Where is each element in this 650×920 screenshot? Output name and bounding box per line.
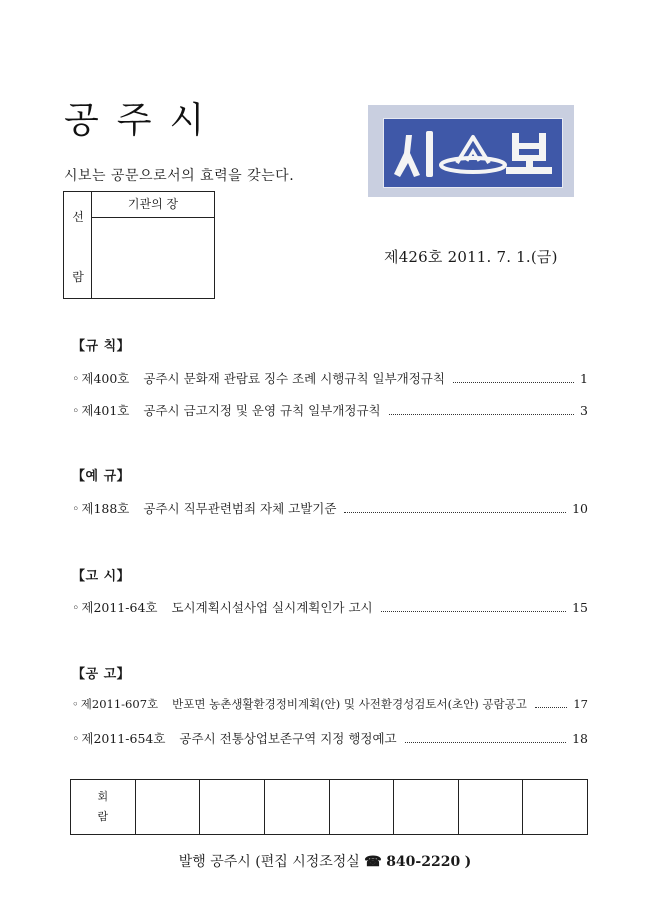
toc-title: 도시계획시설사업 실시계획인가 고시 (171, 600, 373, 615)
phone-icon: ☎ (364, 854, 382, 870)
phone-number: 840-2220 (386, 854, 461, 870)
approval-label-column (64, 192, 92, 298)
toc-title: 공주시 문화재 관람료 징수 조례 시행규칙 일부개정규칙 (143, 371, 445, 386)
approval-head-label: 기관의 장 (92, 192, 214, 218)
issue-info: 제426호 2011. 7. 1.(금) (384, 248, 558, 266)
reply-cell (265, 780, 330, 834)
bullet-icon: ◦ (72, 501, 80, 516)
toc-number: 제2011-64호 (81, 600, 158, 615)
toc-item[interactable] (72, 696, 588, 712)
leader-dots (453, 381, 574, 383)
toc-title: 반포면 농촌생활환경정비계획(안) 및 사전환경성검토서(초안) 공람공고 (172, 697, 527, 711)
sibo-logo (368, 105, 574, 197)
publisher-line (0, 851, 650, 871)
toc-page: 18 (572, 731, 588, 746)
bullet-icon: ◦ (72, 600, 80, 615)
approval-label-top: 선 (72, 210, 84, 224)
leader-dots (344, 511, 566, 513)
leader-dots (381, 610, 566, 612)
reply-cell (200, 780, 265, 834)
approval-label-bottom: 람 (72, 270, 84, 284)
toc-item[interactable] (72, 499, 588, 517)
toc-title: 공주시 금고지정 및 운영 규칙 일부개정규칙 (143, 403, 381, 418)
toc-number: 제401호 (81, 403, 130, 418)
reply-cell (459, 780, 524, 834)
toc-item[interactable] (72, 598, 588, 616)
reply-cell (330, 780, 395, 834)
bullet-icon: ◦ (72, 697, 79, 711)
reply-label-top: 회 (97, 790, 109, 803)
toc-title: 공주시 전통상업보존구역 지정 행정예고 (179, 731, 397, 746)
reply-cell (523, 780, 587, 834)
reply-label-bottom: 람 (97, 810, 109, 823)
publisher-suffix: ) (464, 854, 472, 870)
toc-page: 3 (580, 403, 588, 418)
leader-dots (389, 413, 574, 415)
toc-number: 제400호 (81, 371, 130, 386)
reply-label-cell (71, 780, 136, 834)
section-header-rules: 【규 칙】 (72, 339, 131, 354)
toc-item[interactable] (72, 401, 588, 419)
tagline: 시보는 공문으로서의 효력을 갖는다. (64, 168, 295, 184)
toc-number: 제2011-607호 (80, 697, 159, 711)
publisher-text: 발행 공주시 (편집 시정조정실 (178, 854, 365, 870)
toc-item[interactable] (72, 369, 588, 387)
approval-box (63, 191, 215, 299)
section-header-notices: 【고 시】 (72, 569, 131, 584)
toc-item[interactable] (72, 729, 588, 747)
bullet-icon: ◦ (72, 371, 80, 386)
section-header-instructions: 【예 규】 (72, 469, 131, 484)
city-title: 공주시 (64, 100, 223, 141)
toc-page: 17 (573, 697, 588, 711)
toc-number: 제2011-654호 (81, 731, 166, 746)
toc-page: 15 (572, 600, 588, 615)
reply-table (70, 779, 588, 835)
bullet-icon: ◦ (72, 403, 80, 418)
logo-panel (383, 118, 563, 188)
mountain-emblem-icon (384, 119, 562, 187)
bullet-icon: ◦ (72, 731, 80, 746)
toc-title: 공주시 직무관련범죄 자체 고발기준 (143, 501, 337, 516)
section-header-announcements: 【공 고】 (72, 667, 131, 682)
leader-dots (535, 706, 568, 708)
leader-dots (405, 741, 566, 743)
reply-cell (394, 780, 459, 834)
toc-page: 1 (580, 371, 588, 386)
reply-cell (136, 780, 201, 834)
toc-number: 제188호 (81, 501, 130, 516)
toc-page: 10 (572, 501, 588, 516)
